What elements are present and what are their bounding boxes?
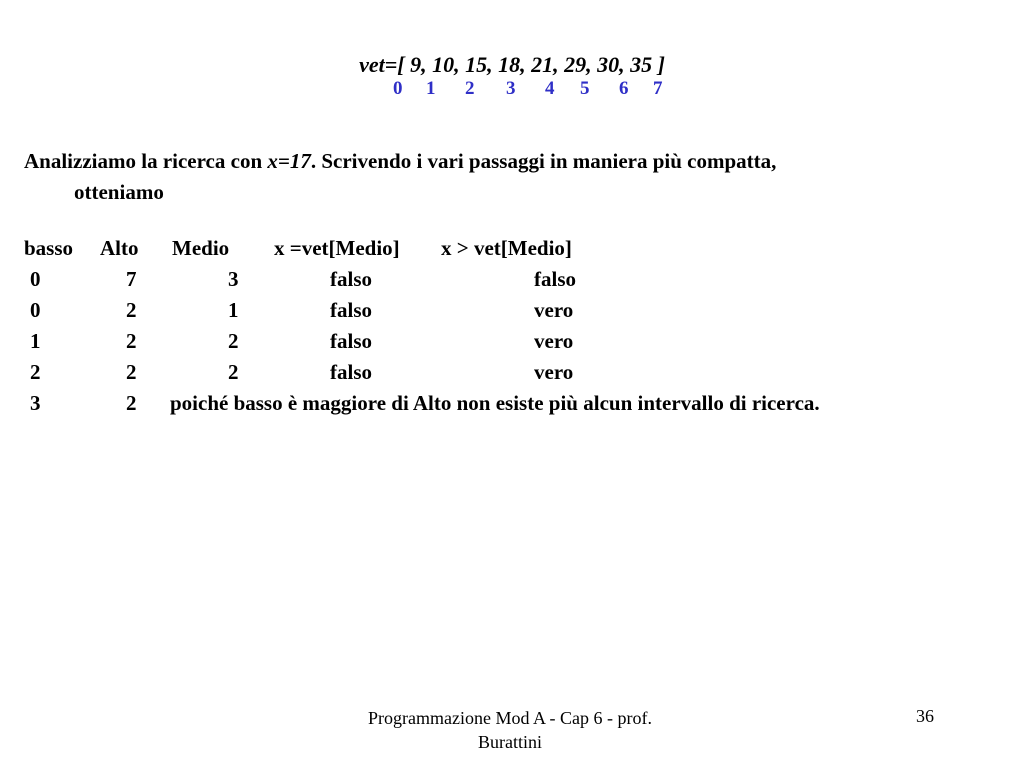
header-alto: Alto — [100, 236, 139, 260]
row-4-maggiore: vero — [534, 360, 574, 384]
array-index-5: 5 — [580, 78, 590, 99]
row-5-alto: 2 — [126, 391, 137, 415]
intro-text-continuation: otteniamo — [74, 180, 164, 204]
row-4-alto: 2 — [126, 360, 137, 384]
header-uguale: x =vet[Medio] — [274, 236, 400, 260]
row-1-uguale: falso — [330, 267, 372, 291]
row-3-maggiore: vero — [534, 329, 574, 353]
row-1-basso: 0 — [30, 267, 41, 291]
row-5-note: poiché basso è maggiore di Alto non esiste più alcun intervallo di ricerca. — [170, 391, 820, 415]
row-2-uguale: falso — [330, 298, 372, 322]
footer-text: Programmazione Mod A - Cap 6 - prof. Burattini — [368, 708, 652, 752]
header-basso: basso — [24, 236, 74, 260]
intro-text-pre: Analizziamo la ricerca con — [24, 149, 268, 173]
intro-text-post: . Scrivendo i vari passaggi in maniera più compatta, — [310, 149, 777, 173]
array-suffix: ] — [652, 52, 665, 77]
row-1-maggiore: falso — [534, 267, 576, 291]
row-1-alto: 7 — [126, 267, 137, 291]
row-3-uguale: falso — [330, 329, 372, 353]
row-4-medio: 2 — [228, 360, 239, 384]
row-4-uguale: falso — [330, 360, 372, 384]
array-index-6: 6 — [619, 78, 629, 99]
row-1-medio: 3 — [228, 267, 239, 291]
header-maggiore: x > vet[Medio] — [441, 236, 572, 260]
row-2-maggiore: vero — [534, 298, 574, 322]
row-3-alto: 2 — [126, 329, 137, 353]
array-index-3: 3 — [506, 78, 516, 99]
array-index-4: 4 — [545, 78, 555, 99]
row-5-basso: 3 — [30, 391, 41, 415]
intro-paragraph — [24, 146, 776, 208]
row-2-alto: 2 — [126, 298, 137, 322]
row-3-basso: 1 — [30, 329, 41, 353]
page-number: 36 — [916, 706, 934, 726]
row-2-basso: 0 — [30, 298, 41, 322]
row-4-basso: 2 — [30, 360, 41, 384]
array-prefix: vet=[ — [359, 52, 411, 77]
array-values: 9, 10, 15, 18, 21, 29, 30, 35 — [410, 52, 653, 77]
array-index-2: 2 — [465, 78, 475, 99]
array-index-7: 7 — [653, 78, 663, 99]
header-medio: Medio — [172, 236, 230, 260]
row-3-medio: 2 — [228, 329, 239, 353]
row-2-medio: 1 — [228, 298, 239, 322]
intro-x-value: x=17 — [267, 149, 311, 173]
array-index-0: 0 — [393, 78, 403, 99]
array-index-1: 1 — [426, 78, 436, 99]
array-definition — [0, 52, 1024, 78]
